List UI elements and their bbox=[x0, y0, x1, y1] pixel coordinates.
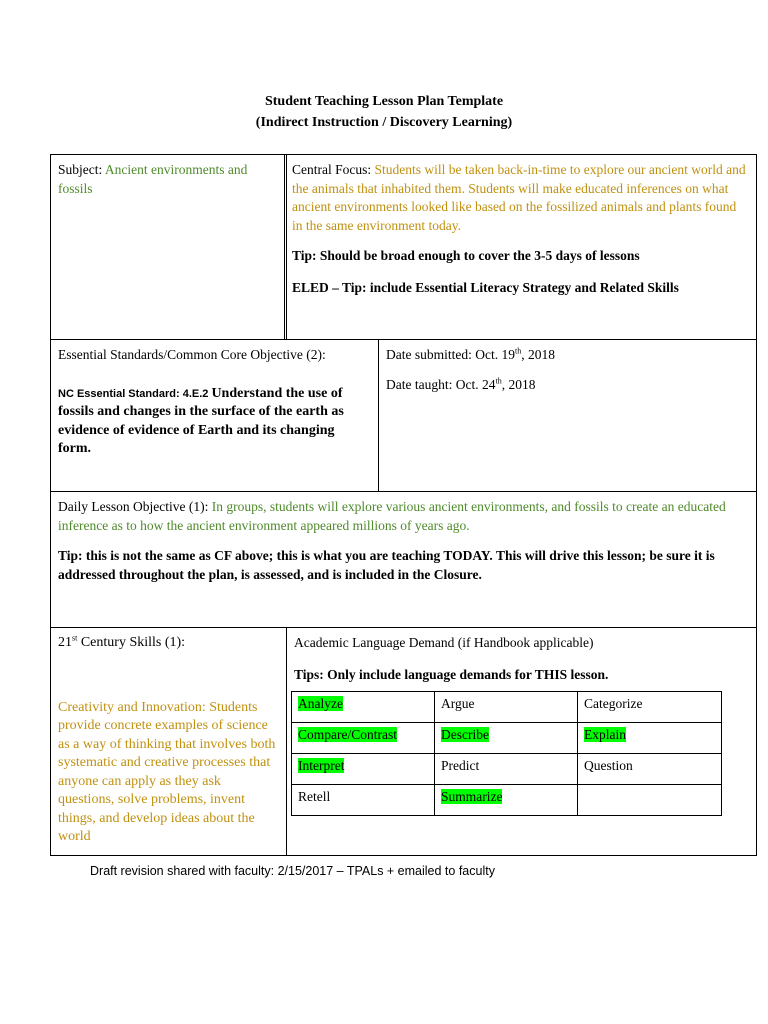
daily-objective-tip: Tip: this is not the same as CF above; this is what you are teaching TODAY. This will drive this lesson; be sure it is addressed throughout the plan, is assessed, and is included in the Closure. bbox=[58, 548, 715, 582]
nc-standard-label: NC Essential Standard: 4.E.2 bbox=[58, 387, 212, 400]
language-demand-cell bbox=[435, 785, 578, 816]
language-demand-word: Predict bbox=[441, 758, 480, 773]
date-submitted: Date submitted: Oct. 19th, 2018 bbox=[386, 346, 555, 362]
date-taught: Date taught: Oct. 24th, 2018 bbox=[386, 376, 536, 392]
central-focus-label: Central Focus: bbox=[292, 162, 375, 177]
language-demand-cell bbox=[578, 785, 722, 816]
language-demand-word: Retell bbox=[298, 789, 331, 804]
language-demand-word: Explain bbox=[584, 727, 626, 742]
language-demand-cell bbox=[292, 692, 435, 723]
nc-standard-text: Understand the use of fossils and changes in the surface of the earth as evidence of evidence of Earth and its changing form. bbox=[58, 385, 344, 456]
century-skills-value: Creativity and Innovation: Students provide concrete examples of science as a way of thinking that involves both systematic and creative processes that anyone can apply as they ask questions, solve problems, invent things, and develop ideas about the world bbox=[58, 699, 276, 844]
language-demand-cell bbox=[578, 754, 722, 785]
language-demand-word: Summarize bbox=[441, 789, 503, 804]
daily-objective-label: Daily Lesson Objective (1): bbox=[58, 499, 212, 514]
language-demand-word: Question bbox=[584, 758, 633, 773]
language-demand-cell bbox=[578, 692, 722, 723]
subject-cell bbox=[50, 154, 287, 340]
language-demand-row bbox=[292, 723, 722, 754]
language-demand-word: Categorize bbox=[584, 696, 643, 711]
language-demand-word: Argue bbox=[441, 696, 475, 711]
language-demand-cell bbox=[435, 692, 578, 723]
language-demand-row bbox=[292, 785, 722, 816]
language-demand-cell bbox=[292, 754, 435, 785]
language-demand-word: Analyze bbox=[298, 696, 343, 711]
central-focus-cell bbox=[284, 154, 757, 340]
eled-tip: ELED – Tip: include Essential Literacy Strategy and Related Skills bbox=[292, 279, 679, 295]
language-demand-row bbox=[292, 754, 722, 785]
academic-language-label: Academic Language Demand (if Handbook applicable) bbox=[294, 635, 594, 650]
language-demand-row bbox=[292, 692, 722, 723]
language-demand-word: Describe bbox=[441, 727, 489, 742]
dates-cell bbox=[378, 339, 757, 492]
academic-language-tip: Tips: Only include language demands for THIS lesson. bbox=[294, 666, 609, 682]
subject-value: Ancient environments and fossils bbox=[58, 162, 248, 196]
language-demand-cell bbox=[578, 723, 722, 754]
subject-label: Subject: bbox=[58, 162, 105, 177]
central-focus-tip: Tip: Should be broad enough to cover the 3-5 days of lessons bbox=[292, 248, 640, 263]
standards-label: Essential Standards/Common Core Objective (2): bbox=[58, 347, 326, 362]
language-demand-cell bbox=[435, 754, 578, 785]
language-demand-table bbox=[291, 691, 722, 816]
central-focus-value: Students will be taken back-in-time to explore our ancient world and the animals that inhabited them. Students will make educated inferences on what ancient environments looked like based on the fossilized animals and plants found in the same environment today. bbox=[292, 162, 746, 233]
language-demand-cell bbox=[292, 785, 435, 816]
language-demand-cell bbox=[435, 723, 578, 754]
daily-objective-value: In groups, students will explore various ancient environments, and fossils to create an educated inference as to how the ancient environment appeared millions of years ago. bbox=[58, 499, 726, 533]
footer-note: Draft revision shared with faculty: 2/15/2017 – TPALs + emailed to faculty bbox=[90, 864, 495, 878]
daily-objective-cell bbox=[50, 491, 757, 628]
doc-subtitle: (Indirect Instruction / Discovery Learning) bbox=[255, 115, 513, 130]
language-demand-word: Compare/Contrast bbox=[298, 727, 397, 742]
standards-cell bbox=[50, 339, 379, 492]
century-skills-label: 21st Century Skills (1): bbox=[58, 633, 186, 650]
century-skills-cell bbox=[50, 627, 287, 856]
language-demand-cell bbox=[292, 723, 435, 754]
doc-title: Student Teaching Lesson Plan Template bbox=[264, 94, 504, 109]
language-demand-word: Interpret bbox=[298, 758, 345, 773]
